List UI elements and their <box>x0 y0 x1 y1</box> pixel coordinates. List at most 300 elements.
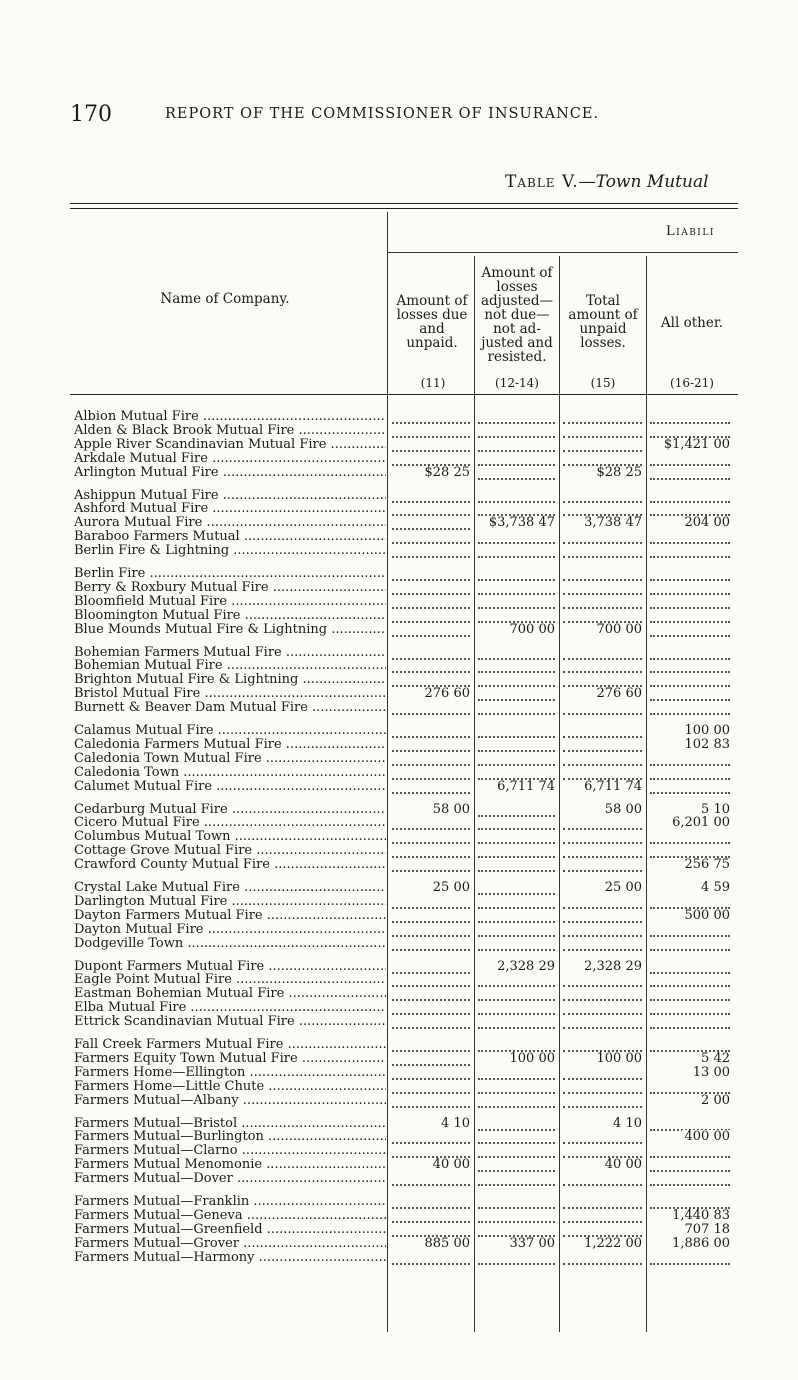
cell-c4 <box>646 595 734 609</box>
company-name: Ettrick Scandinavian Mutual Fire ..... <box>74 1015 386 1029</box>
cell-c1 <box>388 1080 474 1094</box>
company-name: Ashippun Mutual Fire ..... <box>74 489 386 503</box>
cell-value: 58 00 <box>602 803 642 817</box>
company-name: Caledonia Town ..... <box>74 766 386 780</box>
cell-c4 <box>646 530 734 544</box>
top-rule-2 <box>70 208 738 209</box>
cell-c2 <box>474 858 559 872</box>
table-row <box>70 895 738 909</box>
cell-c1 <box>388 1001 474 1015</box>
cell-c4 <box>646 623 734 637</box>
cell-c2 <box>474 659 559 673</box>
table-row <box>70 1223 738 1237</box>
company-name: Brighton Mutual Fire & Lightning ..... <box>74 673 386 687</box>
header-col-16: All other. <box>660 315 724 331</box>
table-row <box>70 701 738 715</box>
cell-c4 <box>646 937 734 951</box>
cell-c1 <box>388 581 474 595</box>
cell-c4 <box>646 1209 734 1223</box>
cell-c4 <box>646 1066 734 1080</box>
leader-dots <box>650 1263 730 1265</box>
company-name: Farmers Mutual—Franklin ..... <box>74 1195 386 1209</box>
company-name: Darlington Mutual Fire ..... <box>74 895 386 909</box>
company-name: Farmers Mutual—Bristol ..... <box>74 1117 386 1131</box>
leader-dots <box>478 1027 555 1029</box>
cell-c2 <box>474 803 559 817</box>
cell-c3 <box>559 567 646 581</box>
company-name: Eagle Point Mutual Fire ..... <box>74 973 386 987</box>
cell-value: $28 25 <box>422 466 471 480</box>
cell-value: 500 00 <box>682 909 731 923</box>
cell-c4 <box>646 1130 734 1144</box>
leader-dots <box>392 713 470 715</box>
col-number-16: (16-21) <box>670 376 714 390</box>
table-row <box>70 1172 738 1186</box>
cell-c1 <box>388 609 474 623</box>
leader-dots <box>563 870 642 872</box>
cell-c1 <box>388 895 474 909</box>
cell-c1 <box>388 673 474 687</box>
cell-c3 <box>559 881 646 895</box>
cell-c1 <box>388 646 474 660</box>
cell-c2 <box>474 752 559 766</box>
cell-c4 <box>646 544 734 558</box>
cell-c1 <box>388 780 474 794</box>
company-name: Farmers Mutual Menomonie ..... <box>74 1158 386 1172</box>
cell-c3 <box>559 1237 646 1251</box>
cell-c2 <box>474 1237 559 1251</box>
cell-c1 <box>388 973 474 987</box>
table-row <box>70 623 738 637</box>
leader-dots <box>392 1263 470 1265</box>
cell-c1 <box>388 858 474 872</box>
cell-c4 <box>646 502 734 516</box>
cell-c2 <box>474 567 559 581</box>
table-row <box>70 581 738 595</box>
cell-c3 <box>559 973 646 987</box>
cell-c3 <box>559 1130 646 1144</box>
leader-dots <box>392 1106 470 1108</box>
cell-c2 <box>474 1144 559 1158</box>
cell-c3 <box>559 1144 646 1158</box>
cell-value: 1,886 00 <box>669 1237 730 1251</box>
table-row <box>70 673 738 687</box>
cell-c3 <box>559 1117 646 1131</box>
cell-c4 <box>646 1052 734 1066</box>
cell-c2 <box>474 1038 559 1052</box>
cell-c2 <box>474 895 559 909</box>
cell-c4 <box>646 987 734 1001</box>
cell-c3 <box>559 1223 646 1237</box>
cell-c4 <box>646 1015 734 1029</box>
cell-c2 <box>474 816 559 830</box>
cell-value: 6,711 74 <box>494 780 555 794</box>
cell-value: 700 00 <box>507 623 556 637</box>
company-name: Berlin Fire & Lightning ..... <box>74 544 386 558</box>
cell-c2 <box>474 673 559 687</box>
cell-c3 <box>559 1080 646 1094</box>
cell-c2 <box>474 1066 559 1080</box>
company-name: Farmers Mutual—Clarno ..... <box>74 1144 386 1158</box>
cell-c2 <box>474 489 559 503</box>
cell-c3 <box>559 1209 646 1223</box>
table-row <box>70 1015 738 1029</box>
cell-c3 <box>559 410 646 424</box>
cell-c2 <box>474 1130 559 1144</box>
cell-c3 <box>559 1094 646 1108</box>
leader-dots <box>563 1184 642 1186</box>
cell-c4 <box>646 1158 734 1172</box>
cell-c2 <box>474 738 559 752</box>
cell-c3 <box>559 987 646 1001</box>
table-row <box>70 1094 738 1108</box>
cell-c3 <box>559 1015 646 1029</box>
company-name: Calamus Mutual Fire ..... <box>74 724 386 738</box>
table-row <box>70 909 738 923</box>
cell-c3 <box>559 530 646 544</box>
cell-c3 <box>559 724 646 738</box>
cell-c1 <box>388 844 474 858</box>
table-row <box>70 1144 738 1158</box>
cell-c4 <box>646 567 734 581</box>
leader-dots <box>478 556 555 558</box>
cell-c3 <box>559 466 646 480</box>
table-row <box>70 438 738 452</box>
cell-value: 58 00 <box>430 803 470 817</box>
cell-c4 <box>646 1172 734 1186</box>
cell-c1 <box>388 623 474 637</box>
cell-c1 <box>388 1195 474 1209</box>
cell-c1 <box>388 766 474 780</box>
table-row <box>70 1117 738 1131</box>
cell-c4 <box>646 1223 734 1237</box>
cell-c2 <box>474 973 559 987</box>
company-name: Bohemian Farmers Mutual Fire ..... <box>74 646 386 660</box>
cell-c4 <box>646 803 734 817</box>
cell-c2 <box>474 1094 559 1108</box>
cell-c1 <box>388 830 474 844</box>
cell-c4 <box>646 1117 734 1131</box>
cell-c3 <box>559 581 646 595</box>
cell-value: 5 42 <box>698 1052 730 1066</box>
cell-value: 337 00 <box>507 1237 556 1251</box>
cell-c3 <box>559 438 646 452</box>
leader-dots <box>392 635 470 637</box>
cell-c4 <box>646 816 734 830</box>
leader-dots <box>650 1184 730 1186</box>
cell-c2 <box>474 923 559 937</box>
table-row <box>70 816 738 830</box>
cell-value: 2,328 29 <box>581 960 642 974</box>
company-name: Elba Mutual Fire ..... <box>74 1001 386 1015</box>
company-name: Albion Mutual Fire ..... <box>74 410 386 424</box>
table-row <box>70 1195 738 1209</box>
cell-c1 <box>388 1144 474 1158</box>
cell-c4 <box>646 1251 734 1265</box>
cell-c3 <box>559 687 646 701</box>
cell-c3 <box>559 738 646 752</box>
cell-value: 40 00 <box>602 1158 642 1172</box>
cell-c2 <box>474 581 559 595</box>
leader-dots <box>650 556 730 558</box>
cell-value: 6,711 74 <box>581 780 642 794</box>
company-name: Farmers Home—Ellington ..... <box>74 1066 386 1080</box>
company-name: Columbus Mutual Town ..... <box>74 830 386 844</box>
cell-c3 <box>559 609 646 623</box>
cell-c1 <box>388 424 474 438</box>
cell-c2 <box>474 1052 559 1066</box>
header-underline <box>70 394 738 395</box>
table-row <box>70 881 738 895</box>
table-row <box>70 489 738 503</box>
leader-dots <box>392 870 470 872</box>
cell-c1 <box>388 544 474 558</box>
leader-dots <box>650 792 730 794</box>
cell-c4 <box>646 424 734 438</box>
leader-dots <box>478 478 555 480</box>
cell-c2 <box>474 780 559 794</box>
cell-c2 <box>474 1251 559 1265</box>
cell-c1 <box>388 1209 474 1223</box>
cell-c3 <box>559 780 646 794</box>
company-name: Berry & Roxbury Mutual Fire ..... <box>74 581 386 595</box>
cell-c1 <box>388 1172 474 1186</box>
company-name: Dayton Mutual Fire ..... <box>74 923 386 937</box>
leader-dots <box>650 635 730 637</box>
cell-c1 <box>388 410 474 424</box>
cell-c2 <box>474 595 559 609</box>
cell-value: $28 25 <box>594 466 643 480</box>
cell-c3 <box>559 1066 646 1080</box>
cell-c4 <box>646 410 734 424</box>
table-row <box>70 987 738 1001</box>
cell-c1 <box>388 502 474 516</box>
table-row <box>70 780 738 794</box>
table-row <box>70 687 738 701</box>
cell-c2 <box>474 687 559 701</box>
table-row <box>70 858 738 872</box>
cell-c4 <box>646 780 734 794</box>
company-name: Fall Creek Farmers Mutual Fire ..... <box>74 1038 386 1052</box>
cell-c2 <box>474 410 559 424</box>
cell-value: 400 00 <box>682 1130 731 1144</box>
cell-c1 <box>388 738 474 752</box>
table-row <box>70 724 738 738</box>
leader-dots <box>392 556 470 558</box>
cell-c2 <box>474 766 559 780</box>
table-row <box>70 544 738 558</box>
cell-c2 <box>474 452 559 466</box>
cell-value: 885 00 <box>422 1237 471 1251</box>
table-row <box>70 803 738 817</box>
table-row <box>70 973 738 987</box>
cell-value: 276 60 <box>422 687 471 701</box>
cell-value: 4 10 <box>438 1117 470 1131</box>
table-row <box>70 1080 738 1094</box>
cell-c1 <box>388 452 474 466</box>
cell-c1 <box>388 909 474 923</box>
cell-c4 <box>646 438 734 452</box>
cell-c2 <box>474 623 559 637</box>
cell-c3 <box>559 595 646 609</box>
cell-value: 2,328 29 <box>494 960 555 974</box>
cell-c3 <box>559 960 646 974</box>
table-row <box>70 1001 738 1015</box>
header-liabilities: Liabili <box>666 224 715 239</box>
cell-value: 4 59 <box>698 881 730 895</box>
cell-c4 <box>646 960 734 974</box>
company-name: Baraboo Farmers Mutual ..... <box>74 530 386 544</box>
company-name: Cicero Mutual Fire ..... <box>74 816 386 830</box>
company-name: Crawford County Mutual Fire ..... <box>74 858 386 872</box>
cell-c3 <box>559 502 646 516</box>
company-name: Arlington Mutual Fire ..... <box>74 466 386 480</box>
cell-value: 707 18 <box>682 1223 731 1237</box>
cell-c1 <box>388 960 474 974</box>
company-name: Cedarburg Mutual Fire ..... <box>74 803 386 817</box>
company-name: Caledonia Farmers Mutual Fire ..... <box>74 738 386 752</box>
cell-c2 <box>474 701 559 715</box>
leader-dots <box>563 1106 642 1108</box>
cell-c2 <box>474 909 559 923</box>
cell-c1 <box>388 937 474 951</box>
leader-dots <box>563 949 642 951</box>
cell-c2 <box>474 1223 559 1237</box>
cell-c1 <box>388 1117 474 1131</box>
company-name: Dodgeville Town ..... <box>74 937 386 951</box>
cell-c3 <box>559 489 646 503</box>
cell-value: 1,440 83 <box>669 1209 730 1223</box>
cell-c1 <box>388 687 474 701</box>
cell-c3 <box>559 895 646 909</box>
table-row <box>70 595 738 609</box>
liabilities-underline <box>388 252 738 253</box>
company-name: Bohemian Mutual Fire ..... <box>74 659 386 673</box>
table-row <box>70 452 738 466</box>
company-name: Crystal Lake Mutual Fire ..... <box>74 881 386 895</box>
company-name: Cottage Grove Mutual Fire ..... <box>74 844 386 858</box>
cell-c3 <box>559 816 646 830</box>
cell-c3 <box>559 1195 646 1209</box>
cell-c3 <box>559 673 646 687</box>
cell-c2 <box>474 881 559 895</box>
cell-c2 <box>474 530 559 544</box>
company-name: Farmers Mutual—Harmony ..... <box>74 1251 386 1265</box>
cell-c1 <box>388 1052 474 1066</box>
table-row <box>70 844 738 858</box>
running-head: REPORT OF THE COMMISSIONER OF INSURANCE. <box>165 106 600 122</box>
table-row <box>70 830 738 844</box>
cell-c3 <box>559 1001 646 1015</box>
cell-c4 <box>646 1144 734 1158</box>
cell-value: $3,738 47 <box>486 516 555 530</box>
page-number: 170 <box>70 102 112 127</box>
cell-c4 <box>646 646 734 660</box>
cell-c1 <box>388 489 474 503</box>
company-name: Farmers Mutual—Burlington ..... <box>74 1130 386 1144</box>
cell-c2 <box>474 646 559 660</box>
cell-c2 <box>474 516 559 530</box>
cell-c2 <box>474 724 559 738</box>
company-name: Dayton Farmers Mutual Fire ..... <box>74 909 386 923</box>
company-name: Dupont Farmers Mutual Fire ..... <box>74 960 386 974</box>
table-row <box>70 923 738 937</box>
cell-c1 <box>388 816 474 830</box>
cell-c4 <box>646 673 734 687</box>
cell-c4 <box>646 1038 734 1052</box>
cell-c3 <box>559 452 646 466</box>
cell-c3 <box>559 937 646 951</box>
table-title: Table V.—Town Mutual <box>505 172 709 192</box>
cell-c4 <box>646 581 734 595</box>
cell-c2 <box>474 544 559 558</box>
cell-c4 <box>646 659 734 673</box>
cell-c1 <box>388 1251 474 1265</box>
cell-value: 40 00 <box>430 1158 470 1172</box>
cell-c2 <box>474 1172 559 1186</box>
col-number-12: (12-14) <box>495 376 539 390</box>
cell-c4 <box>646 452 734 466</box>
company-name: Ashford Mutual Fire ..... <box>74 502 386 516</box>
cell-c4 <box>646 752 734 766</box>
company-name: Aurora Mutual Fire ..... <box>74 516 386 530</box>
header-col-12: Amount of losses adjusted— not due— not ad- justed and resisted. <box>480 265 554 365</box>
table-row <box>70 609 738 623</box>
cell-value: $1,421 00 <box>661 438 730 452</box>
cell-c4 <box>646 609 734 623</box>
company-name: Calumet Mutual Fire ..... <box>74 780 386 794</box>
company-name: Farmers Home—Little Chute ..... <box>74 1080 386 1094</box>
cell-c4 <box>646 1237 734 1251</box>
company-name: Caledonia Town Mutual Fire ..... <box>74 752 386 766</box>
cell-c4 <box>646 881 734 895</box>
table-row <box>70 1251 738 1265</box>
cell-c2 <box>474 987 559 1001</box>
table-row <box>70 937 738 951</box>
cell-c2 <box>474 1117 559 1131</box>
company-name: Bristol Mutual Fire ..... <box>74 687 386 701</box>
cell-value: 100 00 <box>594 1052 643 1066</box>
table-row <box>70 410 738 424</box>
table-label: Table V. <box>505 172 579 192</box>
cell-c1 <box>388 1223 474 1237</box>
cell-c4 <box>646 489 734 503</box>
company-name: Eastman Bohemian Mutual Fire ..... <box>74 987 386 1001</box>
cell-c1 <box>388 923 474 937</box>
table-row <box>70 1237 738 1251</box>
cell-c4 <box>646 895 734 909</box>
cell-c3 <box>559 646 646 660</box>
cell-c4 <box>646 1195 734 1209</box>
table-row <box>70 738 738 752</box>
cell-c2 <box>474 1001 559 1015</box>
cell-c1 <box>388 1158 474 1172</box>
cell-value: 1,222 00 <box>581 1237 642 1251</box>
table-row <box>70 659 738 673</box>
cell-c3 <box>559 544 646 558</box>
header-col-15: Total amount of unpaid losses. <box>568 293 638 351</box>
cell-c4 <box>646 1080 734 1094</box>
cell-c4 <box>646 844 734 858</box>
cell-c3 <box>559 830 646 844</box>
leader-dots <box>478 949 555 951</box>
header-name-of-company: Name of Company. <box>160 291 290 307</box>
cell-c1 <box>388 1094 474 1108</box>
cell-c3 <box>559 844 646 858</box>
cell-c3 <box>559 1251 646 1265</box>
cell-c4 <box>646 738 734 752</box>
cell-c3 <box>559 858 646 872</box>
